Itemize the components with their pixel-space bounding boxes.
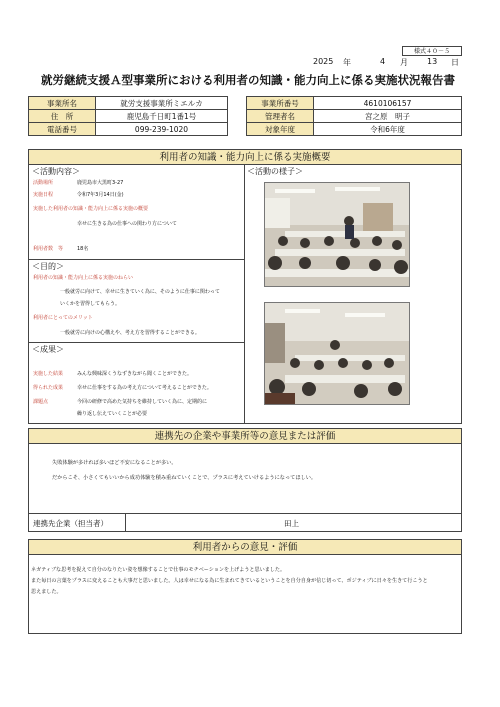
date-month: 4: [380, 57, 386, 66]
date-day-unit: 日: [451, 58, 459, 67]
label-fiscal-year: 対象年度: [247, 123, 314, 136]
value-fiscal-year: 令和6年度: [314, 123, 462, 136]
user-feedback-line3: 思えました。: [31, 589, 62, 595]
purpose-aim-line1: 一般就労に向けて、幸せに生きていく為に、そのように仕事に関わって: [60, 289, 220, 295]
result-r2-label: 得られた成果: [33, 385, 64, 391]
overview-divider: [244, 164, 245, 424]
result-r3-line2: 繰り返し伝えていくことが必要: [77, 411, 148, 417]
value-address: 鹿児島千日町1番1号: [96, 110, 228, 123]
partner-rule: [28, 513, 462, 514]
date-year: 2025: [313, 57, 334, 66]
activity-photo-2: [264, 302, 410, 405]
value-office-number: 4610106157: [314, 97, 462, 110]
value-phone: 099-239-1020: [96, 123, 228, 136]
value-manager: 宮之原 明子: [314, 110, 462, 123]
user-feedback-line1: ネガティブな思考を捉えて自分のなりたい姿を想像することで仕事のモチベーションを上げようと思いました。: [31, 567, 286, 573]
scene-heading: ＜活動の様子＞: [247, 167, 303, 176]
activity-heading: ＜活動内容＞: [32, 167, 80, 176]
activity-content-label: 実施した利用者の知識・能力向上に係る実施の概要: [33, 206, 149, 212]
result-r2: 幸せに仕事をする為の考え方について考えることができた。: [77, 385, 212, 391]
activity-place-label: 活動場所: [33, 180, 54, 186]
value-office-name: 就労支援事業所ミエルカ: [96, 97, 228, 110]
partner-line1: 失敗体験が多ければ多いほど不安になることが多い。: [52, 460, 177, 466]
form-number: 様式４０－５: [402, 46, 462, 56]
page-title: 就労継続支援Ａ型事業所における利用者の知識・能力向上に係る実施状況報告書: [41, 73, 455, 87]
activity-count-label: 利用者数 等: [33, 246, 64, 252]
date-year-unit: 年: [343, 58, 351, 67]
result-r3-line1: 今回の研修で高めた気持ちを維持していく為に、定期的に: [77, 399, 208, 405]
overview-header: 利用者の知識・能力向上に係る実施概要: [28, 149, 462, 165]
activity-photo-1: [264, 182, 410, 287]
purpose-merit-label: 利用者にとってのメリット: [33, 315, 93, 321]
purpose-merit: 一般就労に向けの心構えや、考え方を習得することができる。: [60, 330, 200, 336]
date-month-unit: 月: [400, 58, 408, 67]
partner-label: 連携先企業（担当者）: [33, 519, 108, 528]
label-office-name: 事業所名: [29, 97, 96, 110]
info-table-left: [28, 96, 228, 136]
result-heading: ＜成果＞: [32, 345, 64, 354]
label-phone: 電話番号: [29, 123, 96, 136]
purpose-aim-label: 利用者の知識・能力向上に係る実施のねらい: [33, 275, 134, 281]
label-office-number: 事業所番号: [247, 97, 314, 110]
info-table-right: [246, 96, 462, 136]
activity-count: 18名: [77, 246, 89, 252]
activity-place: 鹿児島市大黒町3-27: [77, 180, 124, 186]
purpose-heading: ＜目的＞: [32, 262, 64, 271]
user-feedback-line2: また毎日の言葉をプラスに変えることも大事だと思いました。人は幸せになる為に生まれてきているということを自分自身が信じ切って、ポジティブに日々を生きて行こうと: [31, 578, 428, 584]
partner-header: 連携先の企業や事業所等の意見または評価: [28, 428, 462, 444]
activity-content: 幸せに生きる為の仕事への関わり方について: [77, 221, 177, 227]
purpose-rule: [28, 259, 245, 260]
label-manager: 管理者名: [247, 110, 314, 123]
activity-date: 令和7年3月14日(金): [77, 192, 124, 198]
partner-name: 田上: [284, 519, 299, 528]
partner-divider: [125, 513, 126, 532]
label-address: 住 所: [29, 110, 96, 123]
result-rule: [28, 342, 245, 343]
result-r1-label: 実施した結果: [33, 371, 64, 377]
user-feedback-header: 利用者からの意見・評価: [28, 539, 462, 555]
result-r1: みんな興味深くうなずきながら聞くことができた。: [77, 371, 193, 377]
partner-line2: だからこそ、小さくてもいいから成功体験を積み重ねていくことで、プラスに考えていけるようになってほしい。: [52, 475, 317, 481]
result-r3-label: 課題点: [33, 399, 49, 405]
purpose-aim-line2: いくかを習得してもらう。: [60, 301, 121, 307]
date-day: 13: [427, 57, 438, 66]
activity-date-label: 実施日程: [33, 192, 54, 198]
